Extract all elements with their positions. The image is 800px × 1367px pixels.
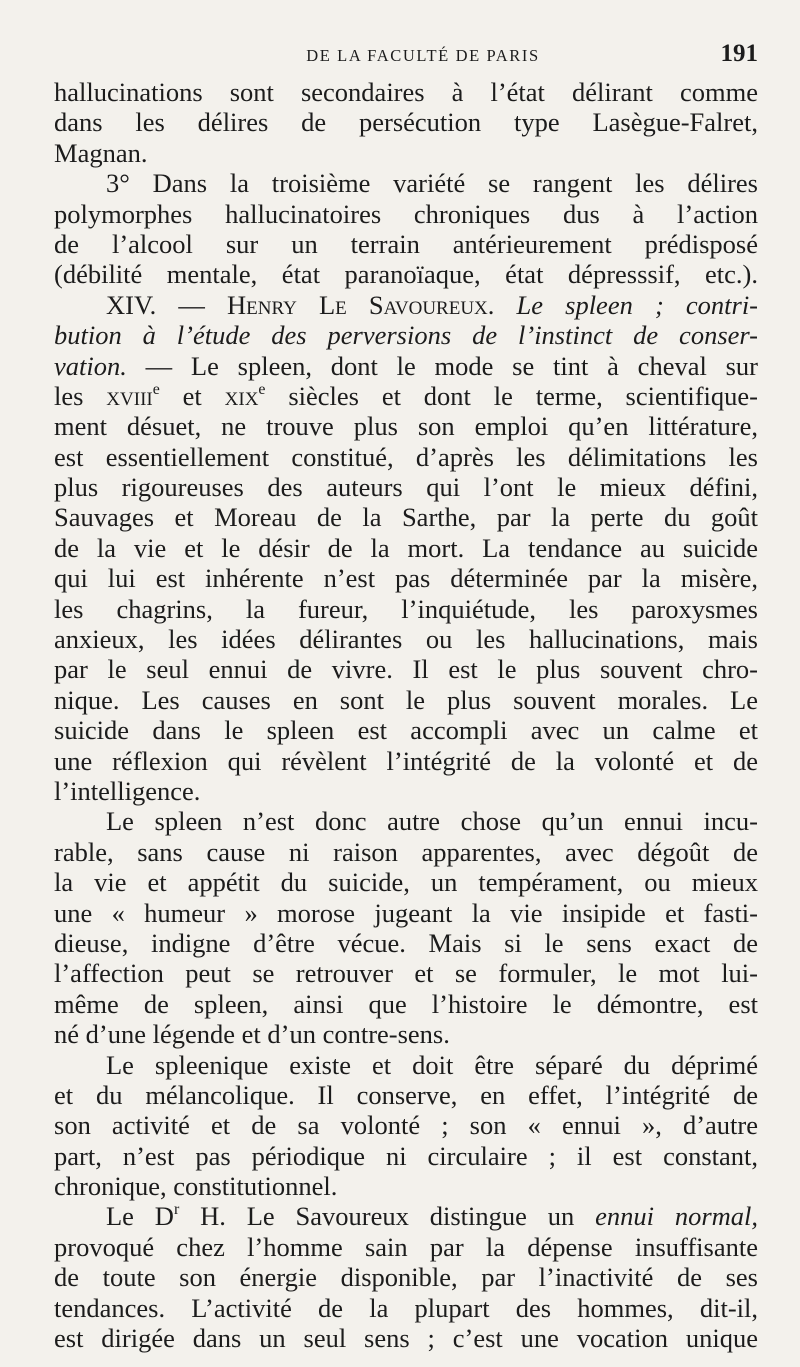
text-line: anxieux, les idées délirantes ou les hallucinations, mais [54,624,758,655]
text-line: de la vie et le désir de la mort. La tendance au suicide [54,532,758,563]
text-line: Magnan. [54,137,148,168]
section-heading-line [54,290,758,320]
text-line: est essentiellement constitué, d’après les délimitations les [54,441,758,472]
superscript: e [152,380,160,398]
century-numeral: xviii [106,380,153,411]
century-numeral: xix [224,380,259,411]
text-fragment: — Le spleen, dont le mode se tint à cheval sur [126,350,758,381]
text-line: 3° Dans la troisième variété se rangent les délires [106,168,758,199]
text-line: la vie et appétit du suicide, un tempérament, ou mieux [54,867,758,898]
text-line: part, n’est pas périodique ni circulaire ; il est constant, [54,1140,758,1171]
body-text [54,77,758,1353]
page-number: 191 [720,40,758,67]
text-fragment: et [159,380,225,411]
text-line: (débilité mentale, état paranoïaque, état dépresssif, etc.). [54,259,758,290]
text-line: Le spleenique existe et doit être séparé du déprimé [106,1049,758,1080]
text-fragment: siècles et dont le terme, scientifique- [265,380,759,411]
text-line: plus rigoureuses des auteurs qui l’ont le mieux défini, [54,472,758,503]
italic-term: ennui normal, [595,1201,759,1232]
text-line: suicide dans le spleen est accompli avec un calme et [54,715,758,746]
text-line: une « humeur » morose jugeant la vie insipide et fasti- [54,897,758,928]
text-line: de toute son énergie disponible, par l’inactivité de ses [54,1262,758,1293]
text-line: l’affection peut se retrouver et se formuler, le mot lui- [54,958,758,989]
thesis-title: Le spleen ; contri- [494,289,759,320]
text-line [54,1201,758,1231]
text-line [54,381,758,411]
text-line: tendances. L’activité de la plupart des hommes, dit-il, [54,1292,758,1323]
text-fragment: H. Le Savoureux distingue un [179,1201,596,1232]
text-line: une réflexion qui révèlent l’intégrité de la volonté et de [54,745,758,776]
thesis-title-line: bution à l’étude des perversions de l’instinct de conser- [54,320,758,351]
thesis-title-end: vation. [54,350,127,381]
text-line: les chagrins, la fureur, l’inquiétude, les paroxysmes [54,593,758,624]
text-line: de l’alcool sur un terrain antérieurement prédisposé [54,228,758,259]
text-line: est dirigée dans un seul sens ; c’est une vocation unique [54,1323,758,1354]
text-line: hallucinations sont secondaires à l’état délirant comme [54,77,758,107]
author-name: Henry Le Savoureux. [227,289,495,320]
text-line: et du mélancolique. Il conserve, en effet, l’intégrité de [54,1079,758,1110]
text-line: provoqué chez l’homme sain par la dépense insuffisante [54,1231,758,1262]
text-line: par le seul ennui de vivre. Il est le plus souvent chro- [54,654,758,685]
running-title: DE LA FACULTÉ DE PARIS [306,46,540,65]
text-line: polymorphes hallucinatoires chroniques dus à l’action [54,198,758,229]
running-head [58,40,758,76]
text-line: Sauvages et Moreau de la Sarthe, par la perte du goût [54,502,758,533]
text-line: qui lui est inhérente n’est pas déterminée par la misère, [54,563,758,594]
text-line: son activité et de sa volonté ; son « ennui », d’autre [54,1110,758,1141]
text-line: nique. Les causes en sont le plus souvent morales. Le [54,684,758,715]
text-line: ment désuet, ne trouve plus son emploi qu’en littérature, [54,411,758,442]
text-line: l’intelligence. [54,775,201,806]
text-line: chronique, constitutionnel. [54,1171,338,1202]
text-line: dieuse, indigne d’être vécue. Mais si le sens exact de [54,927,758,958]
text-fragment: Le D [106,1201,174,1232]
superscript: e [258,380,266,398]
text-fragment: les [54,380,107,411]
section-number: XIV. — [106,289,228,320]
text-line: dans les délires de persécution type Lasègue-Falret, [54,107,758,138]
text-line: rable, sans cause ni raison apparentes, avec dégoût de [54,836,758,867]
text-line: Le spleen n’est donc autre chose qu’un ennui incu- [106,806,758,837]
superscript: r [173,1201,180,1219]
text-line: même de spleen, ainsi que l’histoire le démontre, est [54,988,758,1019]
text-line: né d’une légende et d’un contre-sens. [54,1019,450,1050]
text-line [54,351,758,381]
